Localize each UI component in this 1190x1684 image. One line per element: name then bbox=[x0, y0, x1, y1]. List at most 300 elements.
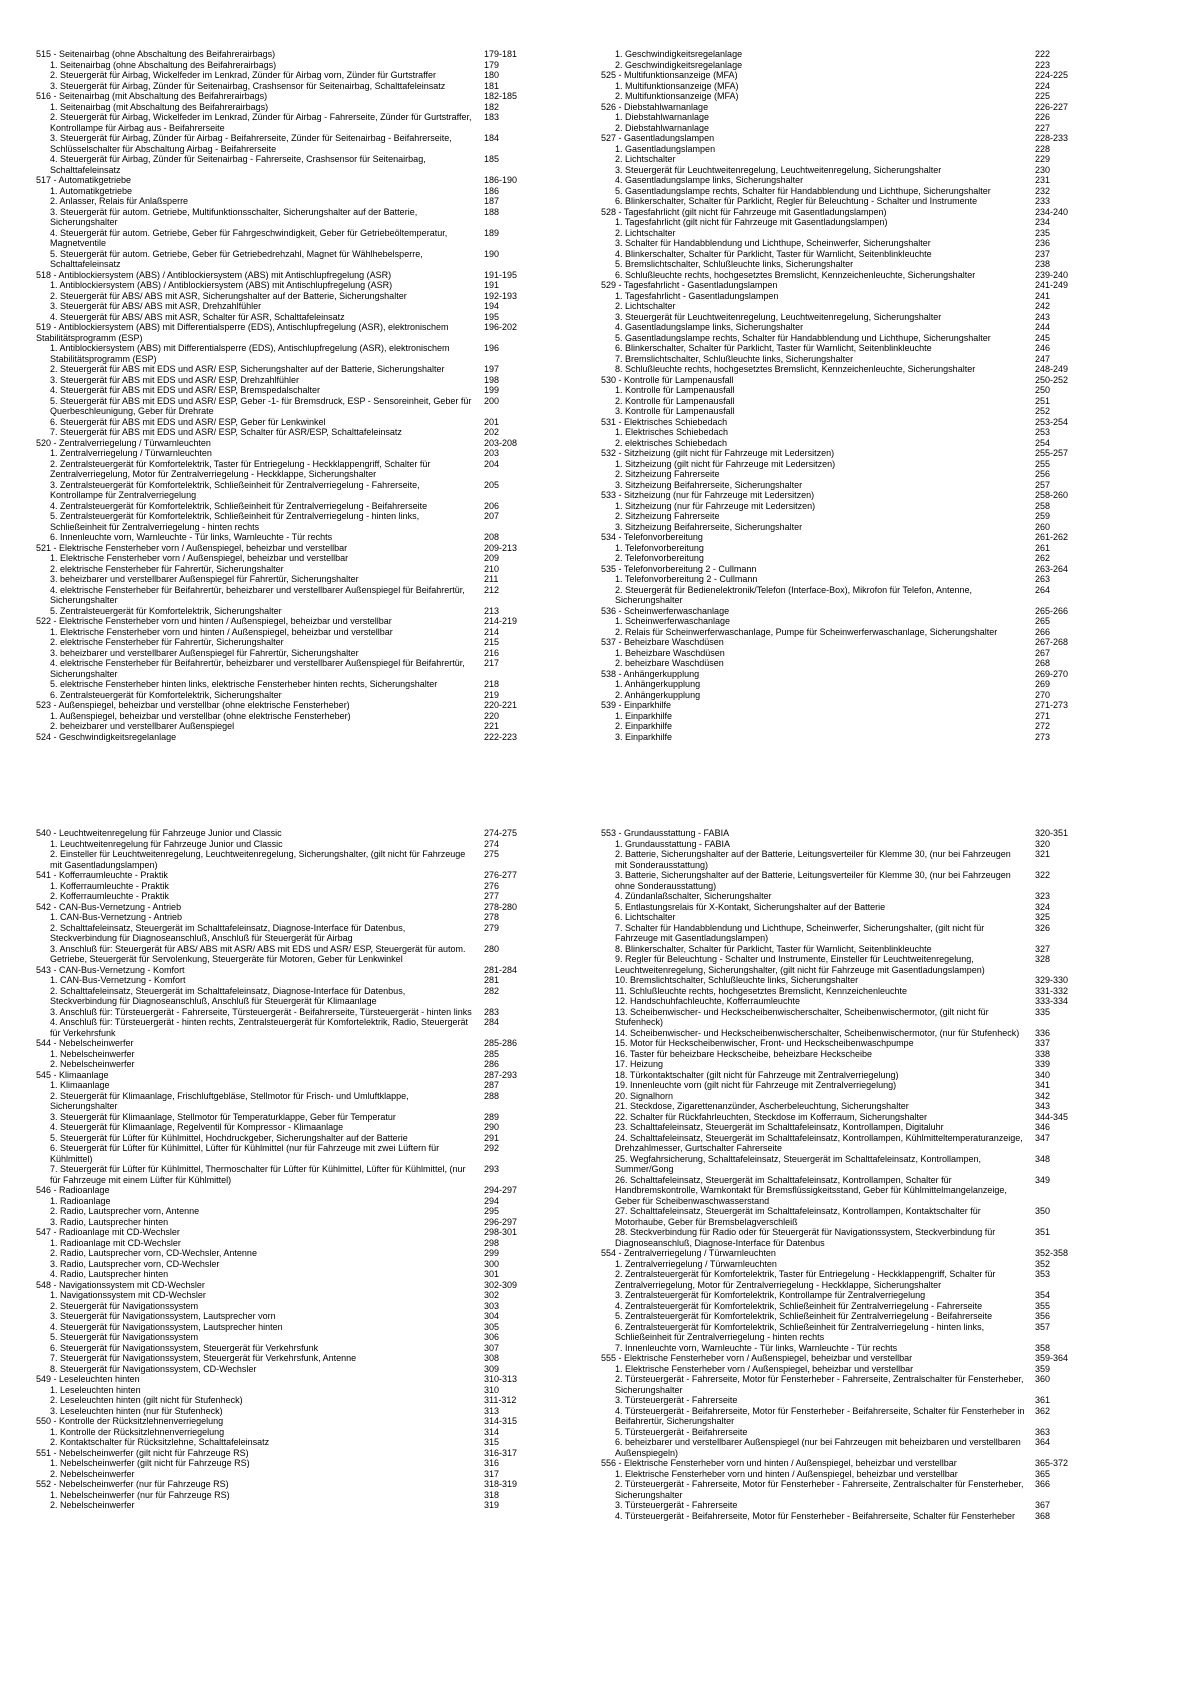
toc-item-row bbox=[601, 1038, 1079, 1049]
item-label: 5. Bremslichtschalter, Schlußleuchte links, Sicherungshalter bbox=[615, 259, 854, 269]
page-number: 184 bbox=[484, 133, 500, 143]
toc-item-row bbox=[36, 1143, 528, 1164]
page-number: 244 bbox=[1035, 322, 1051, 332]
item-label: 2. Steuergerät für Airbag, Wickelfeder im Lenkrad, Zünder für Airbag - Fahrerseite, Zünder für Gurtstraffer, Kontrollampe für Airbag aus - Beifahrerseite bbox=[50, 112, 472, 133]
page-number: 229 bbox=[1035, 154, 1051, 164]
page-number: 273 bbox=[1035, 731, 1051, 742]
item-label: 1. Zentralverriegelung / Türwarnleuchten bbox=[615, 1258, 777, 1269]
toc-item-row bbox=[36, 1290, 528, 1301]
item-label: 1. Anhängerkupplung bbox=[615, 679, 701, 689]
toc-item-row bbox=[36, 480, 528, 501]
item-label: 3. Leseleuchten hinten (nur für Stufenheck) bbox=[50, 1405, 223, 1416]
toc-item-row bbox=[36, 1458, 528, 1469]
item-label: 1. Nebelscheinwerfer (gilt nicht für Fahrzeuge RS) bbox=[50, 1458, 250, 1468]
toc-section-row bbox=[601, 1353, 1079, 1364]
page-number: 218 bbox=[484, 679, 500, 689]
item-label: 5. elektrische Fensterheber hinten links, elektrische Fensterheber hinten rechts, Sicherungshalter bbox=[50, 679, 438, 689]
section-title: 526 - Diebstahlwarnanlage bbox=[601, 101, 709, 112]
item-label: 3. Anschluß für: Steuergerät für ABS/ ABS mit ASR/ ABS mit EDS und ASR/ ESP, Steuergerät für autom. Getriebe, Steuergerät für Servolenkung, Steuergeräte für Motoren, Geber für Lenkwinkel bbox=[50, 943, 466, 964]
page-number: 287 bbox=[484, 1080, 500, 1090]
toc-section-row bbox=[601, 375, 1079, 386]
toc-item-row bbox=[36, 1500, 528, 1511]
toc-item-row bbox=[601, 1122, 1079, 1133]
toc-item-row bbox=[36, 637, 528, 648]
item-label: 4. Steuergerät für ABS mit EDS und ASR/ ESP, Bremspedalschalter bbox=[50, 385, 320, 395]
toc-section-row bbox=[601, 490, 1079, 501]
item-label: 1. Leseleuchten hinten bbox=[50, 1384, 141, 1395]
item-label: 1. CAN-Bus-Vernetzung - Komfort bbox=[50, 975, 186, 985]
item-label: 6. Zentralsteuergerät für Komfortelektrik, Schließeinheit für Zentralverriegelung - hinten links, Schließeinheit für Zentralverriegelung - hinten rechts bbox=[615, 1321, 985, 1342]
page-number: 317 bbox=[484, 1468, 500, 1479]
toc-item-row bbox=[601, 259, 1079, 270]
page-number: 233 bbox=[1035, 196, 1051, 206]
toc-section-row bbox=[601, 280, 1079, 291]
page-number: 215 bbox=[484, 637, 500, 647]
item-label: 1. Zentralverriegelung / Türwarnleuchten bbox=[50, 448, 212, 458]
toc-item-row bbox=[36, 1217, 528, 1228]
page-number: 225 bbox=[1035, 91, 1051, 101]
toc-item-row bbox=[36, 1238, 528, 1249]
toc-item-row bbox=[36, 975, 528, 986]
toc-item-row bbox=[601, 1101, 1079, 1112]
page-number: 310 bbox=[484, 1384, 500, 1395]
toc-section-row bbox=[601, 828, 1079, 839]
page-number: 354 bbox=[1035, 1290, 1051, 1300]
toc-item-row bbox=[601, 427, 1079, 438]
page-number: 210 bbox=[484, 563, 500, 574]
item-label: 3. Steuergerät für Navigationssystem, Lautsprecher vorn bbox=[50, 1311, 276, 1321]
page-number: 272 bbox=[1035, 721, 1051, 731]
page-number: 322 bbox=[1035, 870, 1051, 880]
toc-item-row bbox=[36, 60, 528, 71]
page-number: 223 bbox=[1035, 59, 1051, 70]
toc-item-row bbox=[601, 891, 1079, 902]
page-number: 185 bbox=[484, 154, 500, 164]
page-number: 226 bbox=[1035, 112, 1051, 122]
item-label: 2. Lichtschalter bbox=[615, 301, 676, 311]
item-label: 25. Wegfahrsicherung, Schalttafeleinsatz, Steuergerät im Schalttafeleinsatz, Kontrollampen, Summer/Gong bbox=[615, 1153, 982, 1174]
toc-item-row bbox=[601, 217, 1079, 228]
section-title: 551 - Nebelscheinwerfer (gilt nicht für Fahrzeuge RS) bbox=[36, 1447, 249, 1458]
page-number: 321 bbox=[1035, 849, 1051, 859]
toc-item-row bbox=[601, 60, 1079, 71]
page-number: 220-221 bbox=[484, 700, 518, 710]
toc-section-row bbox=[36, 700, 528, 711]
toc-item-row bbox=[36, 1353, 528, 1364]
item-label: 4. Zentralsteuergerät für Komfortelektrik, Schließeinheit für Zentralverriegelung - Fahrerseite bbox=[615, 1300, 983, 1311]
item-label: 5. Zentralsteuergerät für Komfortelektrik, Sicherungshalter bbox=[50, 605, 282, 616]
page-number: 234 bbox=[1035, 217, 1051, 227]
item-label: 2. beheizbarer und verstellbarer Außenspiegel bbox=[50, 721, 235, 731]
toc-item-row bbox=[601, 1227, 1079, 1248]
item-label: 3. Steuergerät für Airbag, Zünder für Seitenairbag, Crashsensor für Seitenairbag, Schalttafeleinsatz bbox=[50, 80, 446, 91]
toc-item-row bbox=[36, 1049, 528, 1060]
page-number: 300 bbox=[484, 1258, 500, 1269]
page-number: 198 bbox=[484, 374, 500, 385]
page-number: 234-240 bbox=[1035, 206, 1069, 217]
page-number: 221 bbox=[484, 721, 500, 731]
page-number: 196-202 bbox=[484, 322, 518, 332]
page-number: 296-297 bbox=[484, 1216, 518, 1227]
section-title: 547 - Radioanlage mit CD-Wechsler bbox=[36, 1227, 180, 1237]
page-number: 258-260 bbox=[1035, 490, 1069, 500]
toc-section-row bbox=[36, 91, 528, 102]
page-number: 209-213 bbox=[484, 542, 518, 553]
item-label: 2. Nebelscheinwerfer bbox=[50, 1468, 135, 1479]
page-number: 241-249 bbox=[1035, 280, 1069, 290]
toc-item-row bbox=[601, 1374, 1079, 1395]
page-number: 320-351 bbox=[1035, 828, 1069, 838]
page-number: 363 bbox=[1035, 1426, 1051, 1437]
item-label: 1. Tagesfahrlicht (gilt nicht für Fahrzeuge mit Gasentladungslampen) bbox=[615, 217, 888, 227]
item-label: 1. Kofferraumleuchte - Praktik bbox=[50, 880, 169, 891]
toc-section-row bbox=[36, 828, 528, 839]
item-label: 2. Lichtschalter bbox=[615, 227, 676, 238]
toc-item-row bbox=[601, 270, 1079, 281]
toc-item-row bbox=[601, 711, 1079, 722]
toc-item-row bbox=[36, 1311, 528, 1322]
item-label: 2. Kofferraumleuchte - Praktik bbox=[50, 891, 169, 901]
page-number: 213 bbox=[484, 605, 500, 616]
toc-item-row bbox=[601, 616, 1079, 627]
toc-item-row bbox=[601, 175, 1079, 186]
page-number: 352 bbox=[1035, 1258, 1051, 1269]
page-number: 276-277 bbox=[484, 870, 518, 880]
toc-item-row bbox=[36, 249, 528, 270]
item-label: 1. Kontrolle für Lampenausfall bbox=[615, 385, 735, 395]
item-label: 2. Anlasser, Relais für Anlaßsperre bbox=[50, 196, 189, 206]
item-label: 5. Entlastungsrelais für X-Kontakt, Sicherungshalter auf der Batterie bbox=[615, 901, 886, 912]
item-label: 3. Steuergerät für ABS mit EDS und ASR/ ESP, Drehzahlfühler bbox=[50, 374, 299, 385]
item-label: 3. Schalter für Handabblendung und Lichthupe, Scheinwerfer, Sicherungshalter bbox=[615, 238, 931, 248]
page-number: 182 bbox=[484, 101, 500, 112]
toc-item-row bbox=[601, 49, 1079, 60]
page-number: 264 bbox=[1035, 584, 1051, 595]
toc-item-row bbox=[601, 385, 1079, 396]
page-number: 292 bbox=[484, 1143, 500, 1153]
page-number: 307 bbox=[484, 1342, 500, 1353]
item-label: 6. Lichtschalter bbox=[615, 912, 676, 922]
page-number: 344-345 bbox=[1035, 1111, 1069, 1122]
page-number: 301 bbox=[484, 1269, 500, 1279]
page-number: 255-257 bbox=[1035, 448, 1069, 458]
toc-item-row bbox=[601, 333, 1079, 344]
toc-item-row bbox=[601, 123, 1079, 134]
page-number: 188 bbox=[484, 206, 500, 217]
item-label: 1. Kontrolle der Rücksitzlehnenverriegelung bbox=[50, 1426, 225, 1437]
item-label: 2. Radio, Lautsprecher vorn, CD-Wechsler, Antenne bbox=[50, 1248, 257, 1258]
item-label: 28. Steckverbindung für Radio oder für Steuergerät für Navigationssystem, Steckverbindung für Diagnoseanschluß, Diagnose-Interface für Datenbus bbox=[615, 1227, 996, 1248]
toc-item-row bbox=[601, 1322, 1079, 1343]
toc-item-row bbox=[36, 501, 528, 512]
toc-item-row bbox=[601, 364, 1079, 375]
page-number: 211 bbox=[484, 574, 499, 584]
item-label: 2. Sitzheizung Fahrerseite bbox=[615, 469, 720, 479]
toc-item-row bbox=[36, 1259, 528, 1270]
toc-item-row bbox=[36, 1248, 528, 1259]
page-number: 207 bbox=[484, 511, 500, 521]
item-label: 8. Schlußleuchte rechts, hochgesetztes Bremslicht, Kennzeichenleuchte, Sicherungshalter bbox=[615, 364, 976, 374]
item-label: 4. Türsteuergerät - Beifahrerseite, Motor für Fensterheber - Beifahrerseite, Schalter für Fensterheber bbox=[615, 1510, 1016, 1521]
toc-item-row bbox=[36, 385, 528, 396]
item-label: 7. Steuergerät für ABS mit EDS und ASR/ ESP, Schalter für ASR/ESP, Schalttafeleinsatz bbox=[50, 427, 402, 437]
page-number: 253 bbox=[1035, 427, 1051, 437]
item-label: 4. Steuergerät für Klimaanlage, Regelventil für Kompressor - Klimaanlage bbox=[50, 1122, 344, 1132]
page-number: 275 bbox=[484, 849, 500, 859]
item-label: 3. Batterie, Sicherungshalter auf der Batterie, Leitungsverteiler für Klemme 30, (nur bei Fahrzeugen ohne Sonderausstattung) bbox=[615, 870, 1011, 891]
toc-item-row bbox=[601, 1479, 1079, 1500]
item-label: 1. Elektrische Fensterheber vorn und hinten / Außenspiegel, beheizbar und verstellbar bbox=[615, 1468, 958, 1479]
item-label: 3. Steuergerät für Airbag, Zünder für Airbag - Beifahrerseite, Zünder für Seitenairbag - Beifahrerseite, Schlüsselschalter für Abschaltung Airbag - Beifahrerseite bbox=[50, 133, 452, 154]
item-label: 2. Steuergerät für ABS mit EDS und ASR/ ESP, Sicherungshalter auf der Batterie, Sicherungshalter bbox=[50, 364, 445, 374]
page-number: 335 bbox=[1035, 1006, 1051, 1017]
toc-section-row bbox=[36, 49, 528, 60]
toc-item-row bbox=[601, 406, 1079, 417]
page-number: 216 bbox=[484, 647, 500, 658]
toc-section-row bbox=[36, 616, 528, 627]
page-number: 278-280 bbox=[484, 901, 518, 912]
index-block-bottom-right bbox=[601, 828, 1079, 1521]
toc-item-row bbox=[36, 301, 528, 312]
item-label: 2. Schalttafeleinsatz, Steuergerät im Schalttafeleinsatz, Diagnose-Interface für Datenbus, Steckverbindung für Diagnoseanschluß, Anschluß für Steuergerät für Klimaanlage bbox=[50, 985, 406, 1006]
page-number: 269 bbox=[1035, 679, 1051, 689]
section-title: 537 - Beheizbare Waschdüsen bbox=[601, 637, 724, 647]
page-number: 318 bbox=[484, 1489, 500, 1500]
item-label: 1. Nebelscheinwerfer (nur für Fahrzeuge RS) bbox=[50, 1489, 230, 1500]
item-label: 1. Einparkhilfe bbox=[615, 710, 673, 721]
section-title: 546 - Radioanlage bbox=[36, 1185, 110, 1195]
page-number: 365-372 bbox=[1035, 1458, 1069, 1468]
item-label: 9. Regler für Beleuchtung - Schalter und Instrumente, Einsteller für Leuchtweitenregelung, Leuchtweitenregelung, Sicherungshalter, (gilt nicht für Fahrzeuge mit Gasentladungslampen) bbox=[615, 954, 985, 975]
page-number: 285-286 bbox=[484, 1038, 518, 1048]
page-number: 327 bbox=[1035, 943, 1051, 954]
toc-item-row bbox=[36, 375, 528, 386]
item-label: 16. Taster für beheizbare Heckscheibe, beheizbare Heckscheibe bbox=[615, 1048, 872, 1059]
toc-section-row bbox=[36, 1070, 528, 1081]
page-number: 237 bbox=[1035, 248, 1051, 259]
section-title: 553 - Grundausstattung - FABIA bbox=[601, 828, 730, 838]
item-label: 3. Steuergerät für ABS/ ABS mit ASR, Drehzahlfühler bbox=[50, 301, 262, 311]
page-number: 352-358 bbox=[1035, 1248, 1069, 1258]
page-number: 360 bbox=[1035, 1374, 1051, 1384]
item-label: 2. Anhängerkupplung bbox=[615, 689, 701, 700]
item-label: 1. Elektrische Fensterheber vorn und hinten / Außenspiegel, beheizbar und verstellbar bbox=[50, 626, 393, 637]
toc-item-row bbox=[601, 1206, 1079, 1227]
item-label: 3. Radio, Lautsprecher hinten bbox=[50, 1216, 169, 1227]
toc-section-row bbox=[601, 1458, 1079, 1469]
toc-item-row bbox=[36, 606, 528, 617]
page-number: 196 bbox=[484, 343, 500, 353]
page-number: 339 bbox=[1035, 1059, 1051, 1069]
toc-item-row bbox=[36, 1469, 528, 1480]
item-label: 2. Zentralsteuergerät für Komfortelektrik, Taster für Entriegelung - Heckklappengriff, Schalter für Zentralverriegelung, Motor für Zentralverriegelung - Heckklappe, Sicherungshalter bbox=[615, 1269, 996, 1290]
toc-item-row bbox=[36, 364, 528, 375]
page-number: 206 bbox=[484, 500, 500, 511]
toc-item-row bbox=[36, 70, 528, 81]
page-number: 187 bbox=[484, 196, 500, 206]
item-label: 4. Steuergerät für Airbag, Zünder für Seitenairbag - Fahrerseite, Crashsensor für Seitenairbag, Schalttafeleinsatz bbox=[50, 154, 426, 175]
toc-item-row bbox=[36, 690, 528, 701]
page-number: 224-225 bbox=[1035, 70, 1069, 80]
item-label: 2. Relais für Scheinwerferwaschanlage, Pumpe für Scheinwerferwaschanlage, Sicherungshalter bbox=[615, 626, 998, 637]
page-number: 226-227 bbox=[1035, 101, 1069, 112]
item-label: 1. Nebelscheinwerfer bbox=[50, 1048, 135, 1059]
page-number: 186-190 bbox=[484, 175, 518, 185]
page-number: 199 bbox=[484, 385, 500, 395]
toc-item-row bbox=[601, 944, 1079, 955]
toc-item-row bbox=[601, 1175, 1079, 1207]
page-number: 224 bbox=[1035, 80, 1051, 91]
page-number: 284 bbox=[484, 1017, 500, 1027]
page-number: 303 bbox=[484, 1300, 500, 1311]
toc-section-row bbox=[601, 1248, 1079, 1259]
toc-item-row bbox=[36, 711, 528, 722]
page-number: 348 bbox=[1035, 1153, 1051, 1164]
toc-section-row bbox=[601, 133, 1079, 144]
section-title: 544 - Nebelscheinwerfer bbox=[36, 1038, 134, 1048]
toc-item-row bbox=[36, 1406, 528, 1417]
page-number: 293 bbox=[484, 1164, 500, 1174]
item-label: 6. beheizbarer und verstellbarer Außenspiegel (nur bei Fahrzeugen mit beheizbaren und verstellbaren Außenspiegeln) bbox=[615, 1437, 1021, 1458]
item-label: 1. Beheizbare Waschdüsen bbox=[615, 647, 725, 658]
item-label: 1. Diebstahlwarnanlage bbox=[615, 112, 710, 122]
page-number: 277 bbox=[484, 891, 500, 901]
page-number: 271 bbox=[1035, 710, 1051, 721]
page-number: 194 bbox=[484, 301, 500, 311]
page-number: 305 bbox=[484, 1321, 500, 1332]
page-number: 262 bbox=[1035, 553, 1051, 563]
toc-item-row bbox=[601, 1007, 1079, 1028]
item-label: 1. Radioanlage mit CD-Wechsler bbox=[50, 1237, 181, 1248]
page-number: 261-262 bbox=[1035, 532, 1069, 542]
page-number: 269-270 bbox=[1035, 668, 1069, 679]
toc-item-row bbox=[36, 1112, 528, 1123]
item-label: 17. Heizung bbox=[615, 1059, 664, 1069]
item-label: 13. Scheibenwischer- und Heckscheibenwischerschalter, Scheibenwischermotor, (gilt nicht für Stufenheck) bbox=[615, 1006, 989, 1027]
item-label: 3. Türsteuergerät - Fahrerseite bbox=[615, 1395, 738, 1405]
toc-section-row bbox=[601, 417, 1079, 428]
toc-item-row bbox=[601, 480, 1079, 491]
toc-section-row bbox=[36, 175, 528, 186]
toc-item-row bbox=[601, 1154, 1079, 1175]
item-label: 1. Telefonvorbereitung bbox=[615, 542, 704, 553]
item-label: 4. Türsteuergerät - Beifahrerseite, Motor für Fensterheber - Beifahrerseite, Schalter für Fensterheber in Beifahrertür, Sicherungshalter bbox=[615, 1405, 1025, 1426]
item-label: 15. Motor für Heckscheibenwischer, Front- und Heckscheibenwaschpumpe bbox=[615, 1038, 914, 1048]
toc-item-row bbox=[601, 870, 1079, 891]
toc-item-row bbox=[36, 585, 528, 606]
item-label: 5. Steuergerät für Lüfter für Kühlmittel, Hochdruckgeber, Sicherungshalter auf der Batterie bbox=[50, 1132, 408, 1143]
page-number: 267 bbox=[1035, 647, 1051, 658]
toc-item-row bbox=[601, 322, 1079, 333]
item-label: 5. Zentralsteuergerät für Komfortelektrik, Schließeinheit für Zentralverriegelung - hinten links, Schließeinheit für Zentralverriegelung - hinten rechts bbox=[50, 511, 420, 532]
item-label: 4. elektrische Fensterheber für Beifahrertür, beheizbarer und verstellbarer Außenspiegel für Beifahrertür, Sicherungshalter bbox=[50, 584, 465, 605]
section-title: 521 - Elektrische Fensterheber vorn / Außenspiegel, beheizbar und verstellbar bbox=[36, 542, 348, 553]
page-number: 281 bbox=[484, 975, 500, 985]
item-label: 3. Einparkhilfe bbox=[615, 731, 673, 742]
toc-item-row bbox=[36, 1385, 528, 1396]
section-title: 517 - Automatikgetriebe bbox=[36, 175, 132, 185]
page-number: 191 bbox=[484, 280, 500, 290]
item-label: 2. Zentralsteuergerät für Komfortelektrik, Taster für Entriegelung - Heckklappengriff, Schalter für Zentralverriegelung, Motor für Zentralverriegelung - Heckklappe, Sicherungshalter bbox=[50, 458, 431, 479]
toc-item-row bbox=[36, 923, 528, 944]
page-number: 205 bbox=[484, 479, 500, 490]
item-label: 4. Steuergerät für ABS/ ABS mit ASR, Schalter für ASR, Schalttafeleinsatz bbox=[50, 311, 345, 322]
page-number: 329-330 bbox=[1035, 975, 1069, 985]
page-number: 242 bbox=[1035, 301, 1051, 311]
toc-section-row bbox=[36, 270, 528, 281]
page-number: 260 bbox=[1035, 521, 1051, 532]
item-label: 1. Klimaanlage bbox=[50, 1080, 110, 1090]
page-number: 315 bbox=[484, 1437, 500, 1447]
toc-item-row bbox=[36, 1343, 528, 1354]
page-number: 192-193 bbox=[484, 290, 518, 301]
page-number: 294-297 bbox=[484, 1185, 518, 1195]
item-label: 2. Leseleuchten hinten (gilt nicht für Stufenheck) bbox=[50, 1395, 243, 1405]
item-label: 1. Antiblockiersystem (ABS) / Antiblockiersystem (ABS) mit Antischlupfregelung (ASR) bbox=[50, 280, 393, 290]
section-title: 528 - Tagesfahrlicht (gilt nicht für Fahrzeuge mit Gasentladungslampen) bbox=[601, 206, 887, 217]
toc-section-row bbox=[601, 564, 1079, 575]
page-number: 228 bbox=[1035, 143, 1051, 154]
page-number: 328 bbox=[1035, 954, 1051, 964]
toc-item-row bbox=[601, 354, 1079, 365]
page-number: 346 bbox=[1035, 1122, 1051, 1132]
toc-section-row bbox=[36, 732, 528, 743]
toc-item-row bbox=[36, 1059, 528, 1070]
page-number: 367 bbox=[1035, 1500, 1051, 1510]
toc-item-row bbox=[36, 396, 528, 417]
page-number: 253-254 bbox=[1035, 416, 1069, 427]
page-number: 201 bbox=[484, 416, 500, 427]
item-label: 5. Gasentladungslampe rechts, Schalter für Handabblendung und Lichthupe, Sicherungshalter bbox=[615, 332, 991, 343]
page-number: 203-208 bbox=[484, 437, 518, 448]
toc-item-row bbox=[601, 1112, 1079, 1123]
page-number: 208 bbox=[484, 532, 500, 542]
item-label: 7. Innenleuchte vorn, Warnleuchte - Tür links, Warnleuchte - Tür rechts bbox=[615, 1342, 898, 1353]
toc-item-row bbox=[601, 501, 1079, 512]
item-label: 1. Multifunktionsanzeige (MFA) bbox=[615, 80, 739, 91]
item-label: 4. Gasentladungslampe links, Sicherungshalter bbox=[615, 175, 804, 185]
toc-item-row bbox=[36, 1322, 528, 1333]
item-label: 19. Innenleuchte vorn (gilt nicht für Fahrzeuge mit Zentralverriegelung) bbox=[615, 1080, 897, 1090]
page-number: 308 bbox=[484, 1353, 500, 1363]
toc-item-row bbox=[36, 849, 528, 870]
page-number: 333-334 bbox=[1035, 996, 1069, 1006]
page-number: 227 bbox=[1035, 122, 1051, 133]
item-label: 4. Radio, Lautsprecher hinten bbox=[50, 1269, 169, 1279]
toc-item-row bbox=[601, 690, 1079, 701]
toc-item-row bbox=[601, 986, 1079, 997]
toc-item-row bbox=[601, 312, 1079, 323]
page-number: 353 bbox=[1035, 1269, 1051, 1279]
page-number: 281-284 bbox=[484, 964, 518, 975]
page-number: 311-312 bbox=[484, 1395, 517, 1405]
toc-item-row bbox=[36, 944, 528, 965]
toc-item-row bbox=[36, 1427, 528, 1438]
page-number: 219 bbox=[484, 689, 500, 700]
page-number: 265 bbox=[1035, 616, 1051, 626]
toc-section-row bbox=[601, 700, 1079, 711]
toc-item-row bbox=[36, 721, 528, 732]
toc-item-row bbox=[36, 891, 528, 902]
section-title: 545 - Klimaanlage bbox=[36, 1069, 109, 1080]
toc-item-row bbox=[36, 881, 528, 892]
item-label: 6. Blinkerschalter, Schalter für Parklicht, Taster für Warnlicht, Seitenblinkleuchte bbox=[615, 343, 932, 353]
toc-item-row bbox=[601, 228, 1079, 239]
toc-item-row bbox=[601, 1343, 1079, 1354]
toc-item-row bbox=[36, 312, 528, 323]
toc-item-row bbox=[36, 154, 528, 175]
toc-section-row bbox=[36, 543, 528, 554]
